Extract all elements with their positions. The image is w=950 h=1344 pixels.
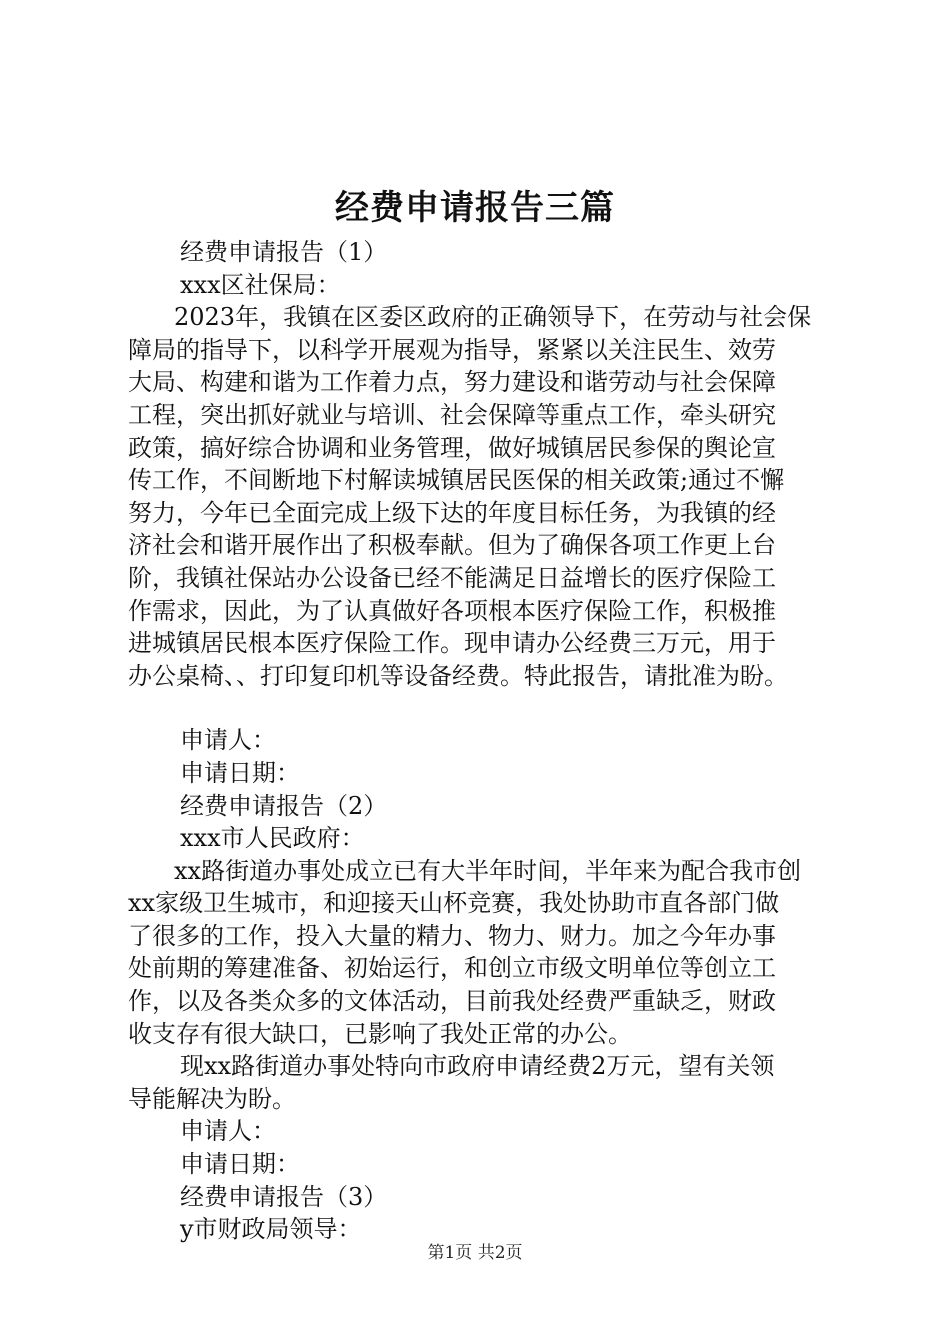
report1-paragraph-line: 障局的指导下，以科学开展观为指导，紧紧以关注民生、效劳 — [128, 335, 776, 364]
report1-paragraph-line: 2023年，我镇在区委区政府的正确领导下，在劳动与社会保 — [174, 303, 812, 332]
report2-paragraph-line: 导能解决为盼。 — [128, 1084, 296, 1113]
report2-recipient: xxx市人民政府： — [180, 824, 365, 853]
report2-paragraph-line: xx路街道办事处成立已有大半年时间，半年来为配合我市创 — [174, 856, 802, 885]
report2-paragraph-line: 现xx路街道办事处特向市政府申请经费2万元，望有关领 — [180, 1052, 775, 1081]
report2-paragraph-line: 处前期的筹建准备、初始运行，和创立市级文明单位等创立工 — [128, 954, 776, 983]
report1-heading: 经费申请报告（1） — [180, 238, 388, 266]
report1-paragraph-line: 济社会和谐开展作出了积极奉献。但为了确保各项工作更上台 — [128, 531, 776, 560]
report1-paragraph-line: 努力，今年已全面完成上级下达的年度目标任务，为我镇的经 — [128, 498, 776, 527]
report1-paragraph-line: 大局、构建和谐为工作着力点，努力建设和谐劳动与社会保障 — [128, 368, 776, 397]
document-title: 经费申请报告三篇 — [335, 188, 615, 228]
report1-paragraph-line: 政策，搞好综合协调和业务管理，做好城镇居民参保的舆论宣 — [128, 433, 776, 462]
report2-heading: 经费申请报告（2） — [180, 791, 388, 820]
report2-paragraph-line: 收支存有很大缺口，已影响了我处正常的办公。 — [128, 1019, 632, 1048]
report1-recipient: xxx区社保局： — [180, 270, 341, 299]
report2-paragraph-line: 作，以及各类众多的文体活动，目前我处经费严重缺乏，财政 — [128, 987, 776, 1016]
report3-recipient: y市财政局领导： — [180, 1215, 362, 1244]
report1-paragraph-line: 办公桌椅、、打印复印机等设备经费。特此报告，请批准为盼。 — [128, 661, 788, 690]
paragraph-spacer — [128, 692, 840, 724]
report1-paragraph-line: 作需求，因此，为了认真做好各项根本医疗保险工作，积极推 — [128, 596, 776, 625]
report1-date: 申请日期： — [180, 758, 300, 787]
document-body — [128, 236, 840, 1246]
report2-paragraph-line: 了很多的工作，投入大量的精力、物力、财力。加之今年办事 — [128, 921, 776, 950]
report1-paragraph-line: 进城镇居民根本医疗保险工作。现申请办公经费三万元，用于 — [128, 629, 776, 658]
report2-date: 申请日期： — [180, 1150, 300, 1179]
report1-paragraph-line: 阶，我镇社保站办公设备已经不能满足日益增长的医疗保险工 — [128, 563, 776, 592]
report2-paragraph-line: xx家级卫生城市，和迎接天山杯竞赛，我处协助市直各部门做 — [128, 889, 780, 918]
report1-paragraph-line: 工程，突出抓好就业与培训、社会保障等重点工作，牵头研究 — [128, 400, 776, 429]
report1-paragraph-line: 传工作，不间断地下村解读城镇居民医保的相关政策;通过不懈 — [128, 466, 785, 495]
report1-applicant: 申请人： — [180, 726, 276, 755]
report2-applicant: 申请人： — [180, 1117, 276, 1146]
report3-heading: 经费申请报告（3） — [180, 1182, 388, 1211]
page-footer: 第1页 共2页 — [427, 1243, 523, 1263]
